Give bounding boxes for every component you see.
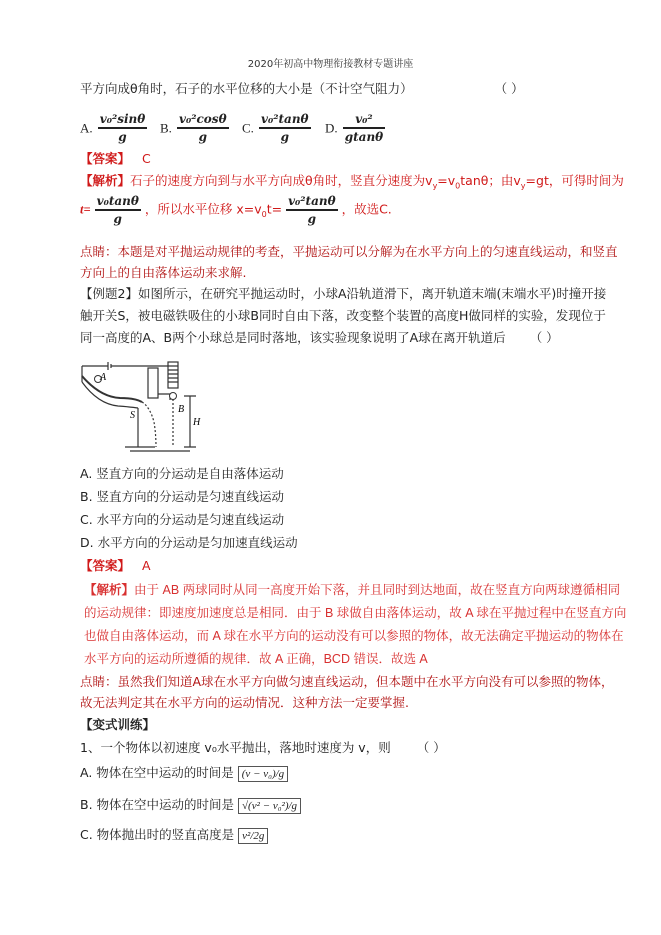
question1-options xyxy=(80,104,500,142)
track-rail xyxy=(82,376,142,402)
option-c: C. $\frac{\text{v₀²tanθ}}{g}$ xyxy=(242,112,309,144)
option-b-fraction: $\frac{\text{v₀²cosθ}}{g}$ xyxy=(179,112,227,144)
option-b: B. $\frac{\text{v₀²cosθ}}{g}$ xyxy=(160,112,227,144)
label-h: H xyxy=(193,417,201,428)
example2-option-a: A. 竖直方向的分运动是自由落体运动 xyxy=(80,466,284,481)
option-c-fraction: $\frac{\text{v₀²tanθ}}{g}$ xyxy=(261,112,309,144)
contact-switch xyxy=(158,394,170,400)
option-a-formula: (v − v₀)/g xyxy=(238,766,288,782)
answer2: 【答案】 A xyxy=(80,558,151,573)
comment1-line2: 方向上的自由落体运动来求解. xyxy=(80,265,247,280)
label-a: A xyxy=(100,372,107,383)
question1-stem xyxy=(80,80,524,98)
practice-option-a: A. 物体在空中运动的时间是 (v − v₀)/g xyxy=(80,764,288,782)
displacement-fraction: $\frac{\text{v₀²tanθ}}{g}$ xyxy=(288,194,336,226)
example2-line2: 触开关S，被电磁铁吸住的小球B同时自由下落，改变整个装置的高度H做同样的实验，发现位于 xyxy=(80,308,606,323)
label-s: S xyxy=(130,410,135,421)
example2-line3: 同一高度的A、B两个小球总是同时落地，该实验现象说明了A球在离开轨道后 （ ） xyxy=(80,330,559,345)
practice-option-c: C. 物体抛出时的竖直高度是 v²/2g xyxy=(80,826,268,844)
answer1: 【答案】 C xyxy=(80,151,151,166)
practice-option-b: B. 物体在空中运动的时间是 √(v² − v₀²)/g xyxy=(80,796,301,814)
option-a: A. $\frac{\text{v₀²sinθ}}{g}$ xyxy=(80,112,146,144)
example2-option-c: C. 水平方向的分运动是匀速直线运动 xyxy=(80,512,285,527)
example2-option-d: D. 水平方向的分运动是匀加速直线运动 xyxy=(80,535,298,550)
analysis1-line2: t= $\frac{\text{v₀tanθ}}{g}$ ，所以水平位移 $x=v_0t=$ $\frac{\text{v₀²tanθ}}{g}$ ，故选C. xyxy=(80,194,392,226)
question1-text: 平方向成θ角时，石子的水平位移的大小是（不计空气阻力） xyxy=(80,81,413,96)
battery-icon xyxy=(108,362,111,370)
option-d: D. $\frac{\text{v₀²}}{gtan\theta}$ xyxy=(325,112,384,144)
trajectory-a xyxy=(142,402,156,447)
time-fraction: $\frac{\text{v₀tanθ}}{g}$ xyxy=(96,194,139,226)
analysis2-line1: 【解析】由于 AB 两球同时从同一高度开始下落，并且同时到达地面，故在竖直方向两球遵循相同 xyxy=(84,583,621,597)
analysis2-line2: 的运动规律：即速度加速度总是相同．由于 B 球做自由落体运动，故 A 球在平抛过程中在竖直方向 xyxy=(84,606,627,620)
option-b-formula: √(v² − v₀²)/g xyxy=(238,798,301,814)
comment2-line1: 点睛：虽然我们知道A球在水平方向做匀速直线运动，但本题中在水平方向没有可以参照的物体， xyxy=(80,674,614,689)
example2-option-b: B. 竖直方向的分运动是匀速直线运动 xyxy=(80,489,285,504)
page-header: 2020年初高中物理衔接教材专题讲座 xyxy=(247,59,414,70)
label-b: B xyxy=(178,404,185,415)
question1-answer-blank: （ ） xyxy=(494,81,524,96)
comment2-line2: 故无法判定其在水平方向的运动情况．这种方法一定要掌握. xyxy=(80,695,409,710)
stand-post xyxy=(148,368,158,398)
option-d-fraction: $\frac{\text{v₀²}}{gtan\theta}$ xyxy=(344,112,384,144)
practice-question: 1、一个物体以初速度 v₀水平抛出，落地时速度为 v，则 （ ） xyxy=(80,740,446,755)
analysis2-line3: 也做自由落体运动，而 A 球在水平方向的运动没有可以参照的物体，故无法确定平抛运动的物体在 xyxy=(84,629,624,643)
option-a-fraction: $\frac{\text{v₀²sinθ}}{g}$ xyxy=(99,112,146,144)
experiment-figure xyxy=(80,352,210,457)
comment1-line1: 点睛：本题是对平抛运动规律的考查，平抛运动可以分解为在水平方向上的匀速直线运动，和竖直 xyxy=(80,244,618,259)
option-c-formula: v²/2g xyxy=(238,828,268,844)
analysis2-line4: 水平方向的运动所遵循的规律．故 A 正确，BCD 错误．故选 A xyxy=(84,652,428,666)
analysis1-line1: 【解析】石子的速度方向到与水平方向成θ角时，竖直分速度为$v_y=v_0\tan\theta$；由$v_y=gt$，可得时间为 xyxy=(80,173,624,191)
practice-title: 【变式训练】 xyxy=(80,717,156,732)
example2-line1: 【例题2】如图所示，在研究平抛运动时，小球A沿轨道滑下，离开轨道末端(末端水平)时撞开接 xyxy=(80,286,607,301)
ball-b xyxy=(170,393,177,400)
